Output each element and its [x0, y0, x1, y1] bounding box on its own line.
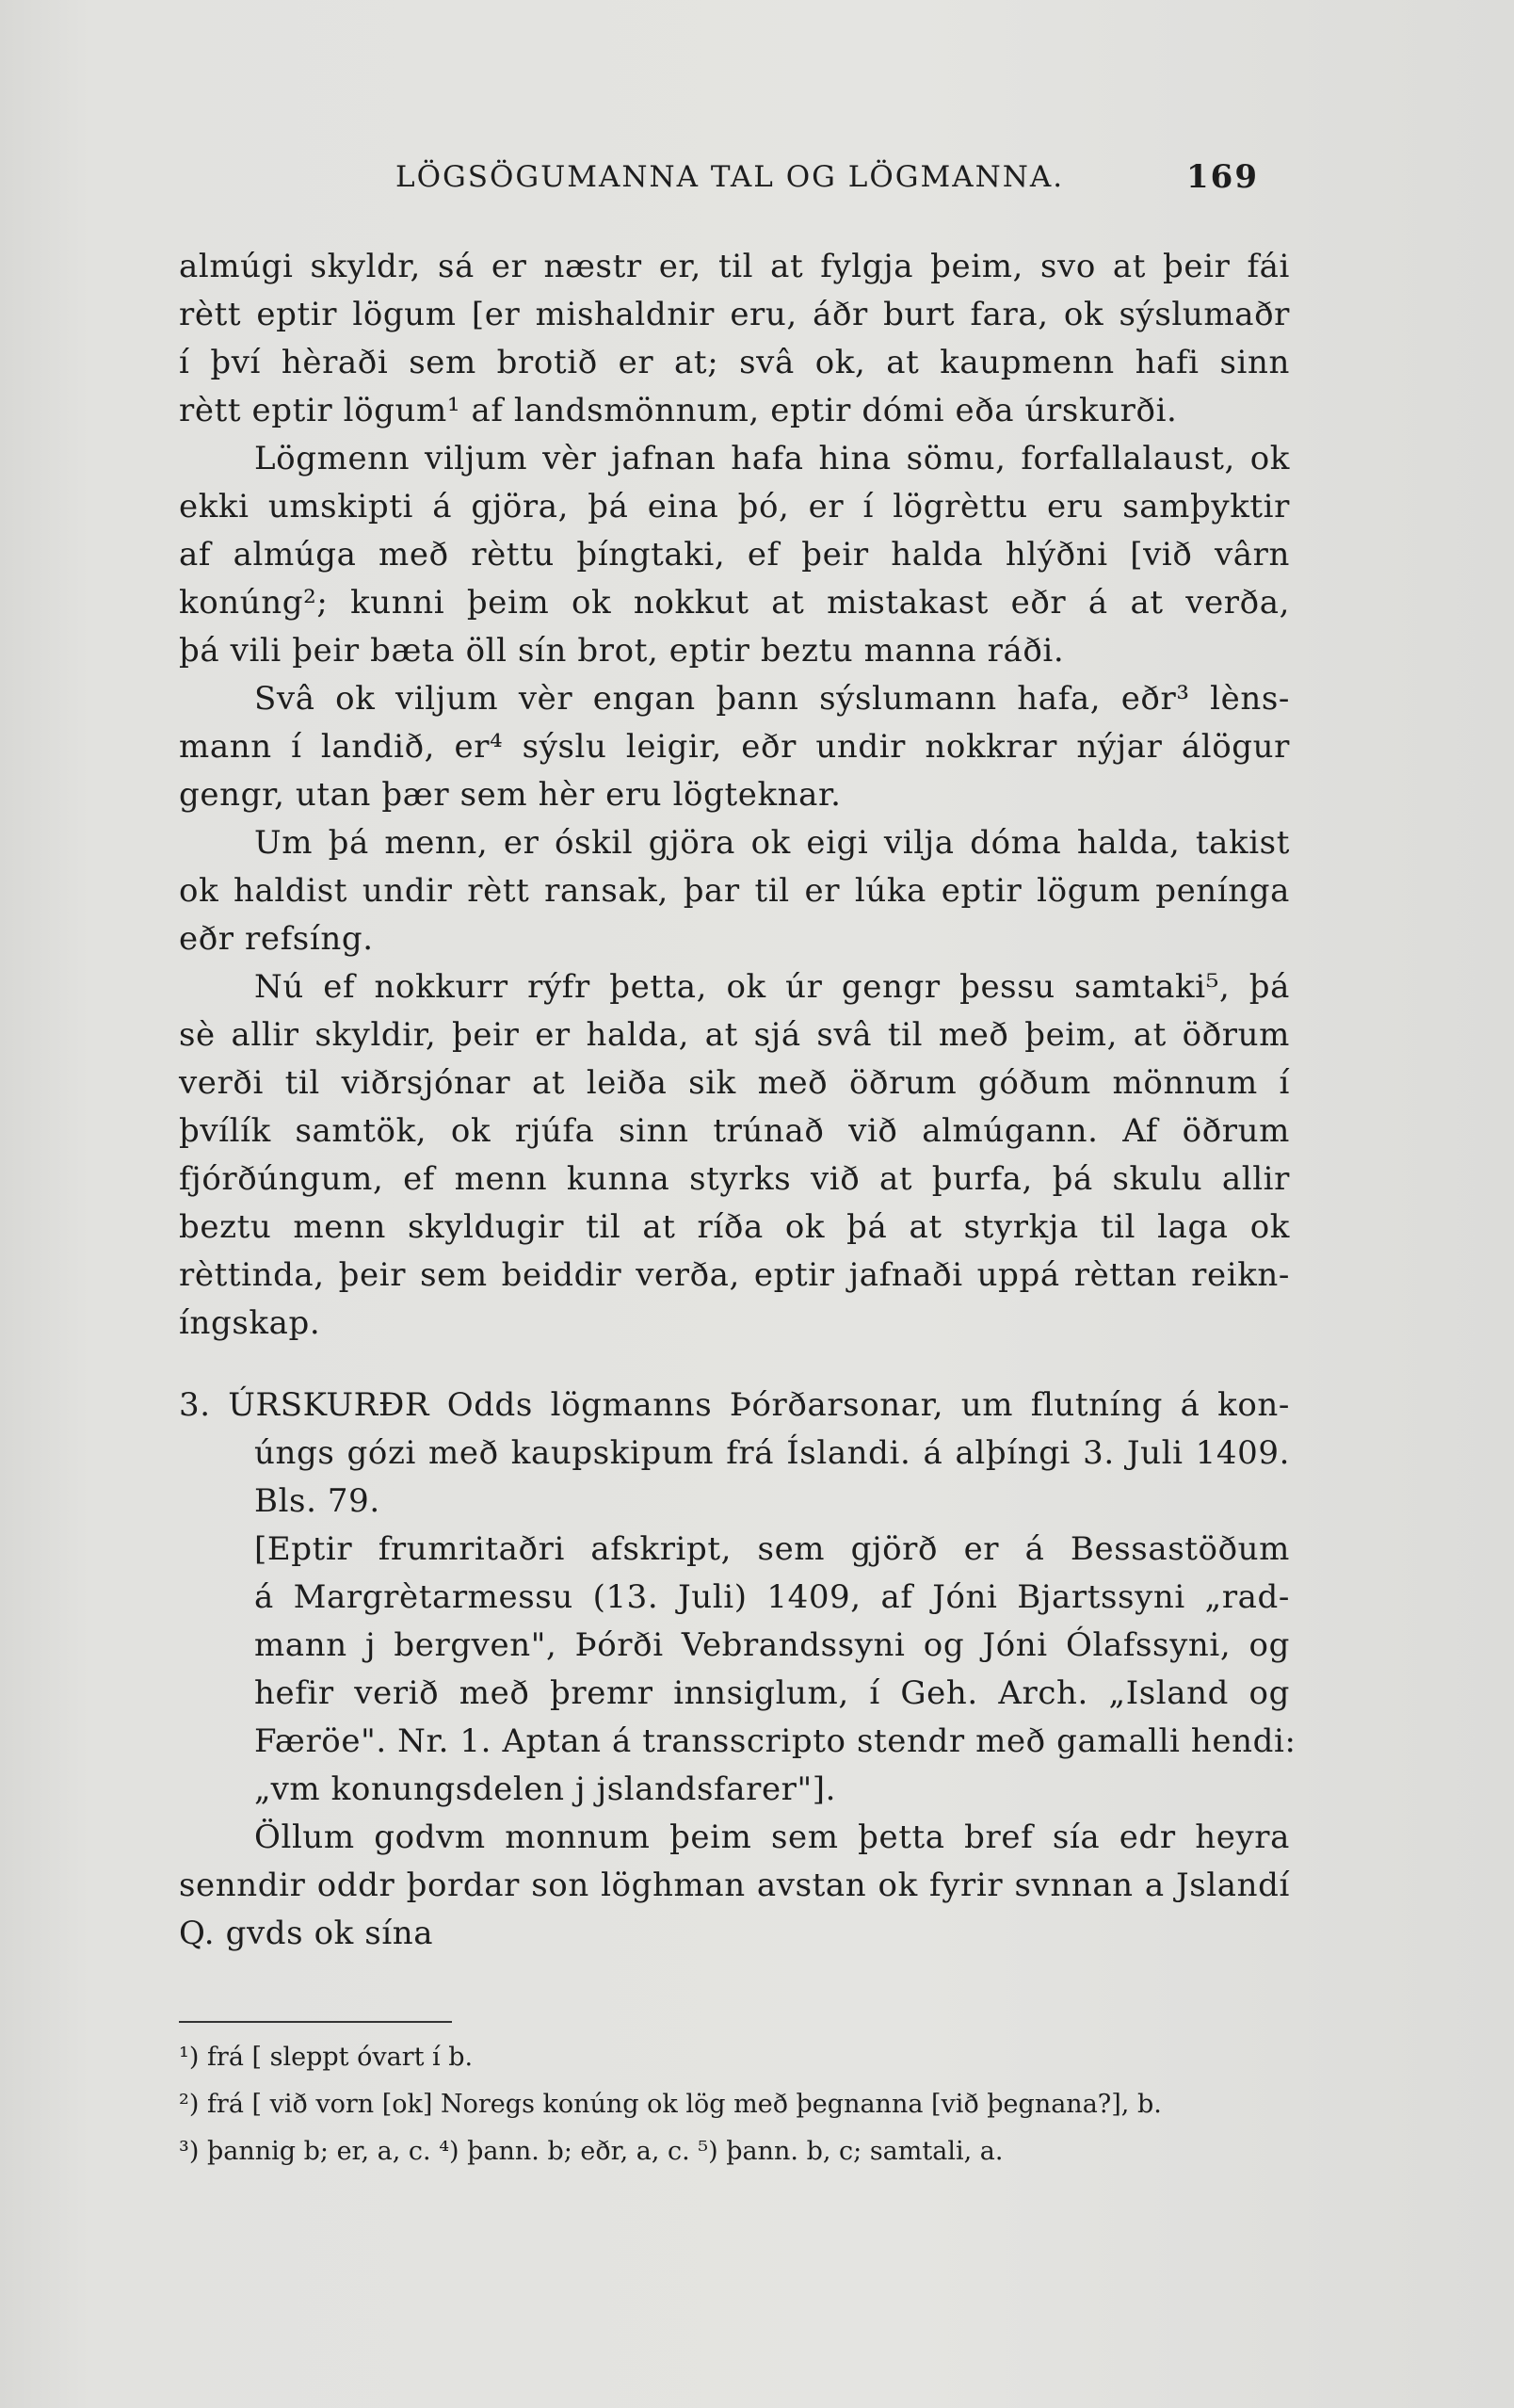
text-line: ekki umskipti á gjöra, þá eina þó, er í lögrèttu eru samþyktir: [179, 488, 1290, 525]
text-line: Lögmenn viljum vèr jafnan hafa hina sömu, forfallalaust, ok: [254, 440, 1290, 477]
text-line: á Margrètarmessu (13. Juli) 1409, af Jóni Bjartssyni „rad-: [254, 1578, 1290, 1616]
text-line: íngskap.: [179, 1304, 321, 1342]
text-line: beztu menn skyldugir til at ríða ok þá at styrkja til laga ok: [179, 1208, 1290, 1246]
text-line: í því hèraði sem brotið er at; svâ ok, at kaupmenn hafi sinn: [179, 344, 1290, 381]
footnotes: [179, 2034, 1290, 2175]
text-line: verði til viðrsjónar at leiða sik með öðrum góðum mönnum í: [179, 1064, 1290, 1102]
text-line: [Eptir frumritaðri afskript, sem gjörð er á Bessastöðum: [254, 1530, 1290, 1568]
text-line: konúng²; kunni þeim ok nokkut at mistakast eðr á at verða,: [179, 584, 1290, 622]
text-line: Svâ ok viljum vèr engan þann sýslumann hafa, eðr³ lèns-: [254, 680, 1290, 718]
text-line: Um þá menn, er óskil gjöra ok eigi vilja dóma halda, takist: [254, 824, 1290, 862]
section-heading-line: Bls. 79.: [254, 1482, 380, 1520]
page-body: [179, 243, 1297, 1958]
running-title: LÖGSÖGUMANNA TAL OG LÖGMANNA.: [395, 160, 1065, 194]
section-heading-line: 3. ÚRSKURÐR Odds lögmanns Þórðarsonar, um flutníng á kon-: [179, 1386, 1290, 1424]
footnote: ¹) frá [ sleppt óvart í b.: [179, 2043, 474, 2072]
footnote: ³) þannig b; er, a, c. ⁴) þann. b; eðr, a, c. ⁵) þann. b, c; samtali, a.: [179, 2137, 1004, 2166]
text-line: eðr refsíng.: [179, 920, 374, 958]
text-line: Öllum godvm monnum þeim sem þetta bref sía edr heyra: [254, 1818, 1290, 1856]
text-line: „vm konungsdelen j jslandsfarer"].: [254, 1770, 837, 1808]
text-line: mann í landið, er⁴ sýslu leigir, eðr undir nokkrar nýjar álögur: [179, 728, 1290, 766]
text-line: þá vili þeir bæta öll sín brot, eptir beztu manna ráði.: [179, 632, 1065, 670]
text-line: af almúga með rèttu þíngtaki, ef þeir halda hlýðni [við vârn: [179, 536, 1290, 574]
text-line: þvílík samtök, ok rjúfa sinn trúnað við almúgann. Af öðrum: [179, 1112, 1290, 1150]
section-heading-line: úngs gózi með kaupskipum frá Íslandi. á alþíngi 3. Juli 1409.: [254, 1434, 1290, 1472]
text-line: Q. gvds ok sína: [179, 1915, 434, 1952]
text-line: Færöe". Nr. 1. Aptan á transscripto stendr með gamalli hendi:: [254, 1722, 1297, 1760]
text-line: mann j bergven", Þórði Vebrandssyni og Jóni Ólafssyni, og: [254, 1626, 1290, 1664]
text-line: rètt eptir lögum¹ af landsmönnum, eptir dómi eða úrskurði.: [179, 392, 1178, 429]
text-line: rèttinda, þeir sem beiddir verða, eptir jafnaði uppá rèttan reikn-: [179, 1256, 1290, 1294]
text-line: gengr, utan þær sem hèr eru lögteknar.: [179, 776, 842, 814]
text-line: hefir verið með þremr innsiglum, í Geh. Arch. „Island og: [254, 1674, 1290, 1712]
text-line: rètt eptir lögum [er mishaldnir eru, áðr burt fara, ok sýslumaðr: [179, 296, 1290, 333]
text-line: almúgi skyldr, sá er næstr er, til at fylgja þeim, svo at þeir fái: [179, 248, 1290, 285]
text-line: Nú ef nokkurr rýfr þetta, ok úr gengr þessu samtaki⁵, þá: [254, 968, 1290, 1006]
page-number: 169: [1186, 158, 1259, 196]
text-line: senndir oddr þordar son löghman avstan ok fyrir svnnan a Jslandí: [179, 1867, 1290, 1904]
text-line: fjórðúngum, ef menn kunna styrks við at þurfa, þá skulu allir: [179, 1160, 1290, 1198]
text-line: ok haldist undir rètt ransak, þar til er lúka eptir lögum penínga: [179, 872, 1290, 910]
footnote-rule: [179, 2021, 452, 2023]
text-line: sè allir skyldir, þeir er halda, at sjá svâ til með þeim, at öðrum: [179, 1016, 1290, 1054]
footnote: ²) frá [ við vorn [ok] Noregs konúng ok lög með þegnanna [við þegnana?], b.: [179, 2090, 1162, 2119]
